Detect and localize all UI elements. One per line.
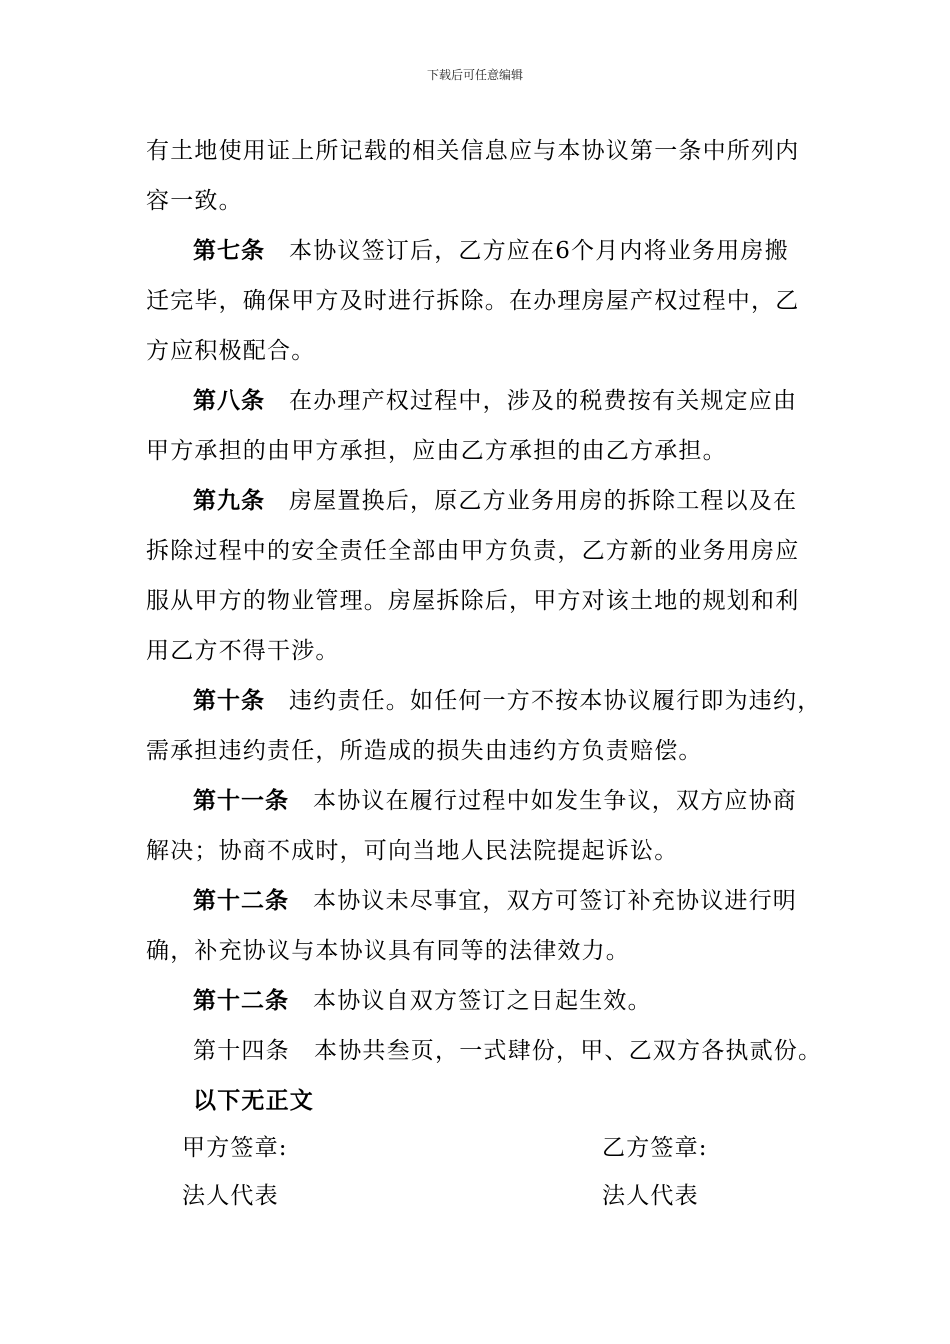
line-text: 本协议未尽事宜，双方可签订补充协议进行明 [313,888,797,914]
article-heading: 第九条 [193,487,265,514]
line-text: 确，补充协议与本协议具有同等的法律效力。 [146,938,630,964]
body-line [146,176,801,226]
line-text: 有土地使用证上所记载的相关信息应与本协议第一条中所列内 [146,138,800,164]
line-text: 甲方承担的由甲方承担，应由乙方承担的由乙方承担。 [146,438,727,464]
article-14-line [146,1026,823,1076]
article-10-line [146,676,822,726]
party-b-representative-label: 法人代表 [602,1183,699,1209]
party-b-seal-label: 乙方签章: [602,1135,708,1161]
body-line [146,276,801,326]
line-text: 第十四条 本协共叁页，一式肆份，甲、乙双方各执贰份。 [193,1038,823,1064]
seal-row [182,1128,742,1168]
article-heading: 第十二条 [193,887,289,914]
article-heading: 第十二条 [193,987,289,1014]
body-line [146,926,801,976]
line-text: 在办理产权过程中，涉及的税费按有关规定应由 [289,388,798,414]
body-line [146,626,801,676]
line-text: 本协议签订后，乙方应在6个月内将业务用房搬 [289,238,789,264]
party-a-representative-label: 法人代表 [182,1183,279,1209]
page-header: 下载后可任意编辑 [426,68,523,82]
line-text: 需承担违约责任，所造成的损失由违约方负责赔偿。 [146,738,703,764]
article-12-line [146,876,801,926]
article-11-line [146,776,801,826]
article-8-line [146,376,801,426]
body-line [146,426,801,476]
body-line [146,526,801,576]
body-line [146,726,801,776]
line-text: 房屋置换后，原乙方业务用房的拆除工程以及在 [289,488,798,514]
line-text: 拆除过程中的安全责任全部由甲方负责，乙方新的业务用房应 [146,538,800,564]
line-text: 方应积极配合。 [146,338,316,364]
article-heading: 第十一条 [193,787,289,814]
line-text: 用乙方不得干涉。 [146,638,340,664]
line-text: 违约责任。如任何一方不按本协议履行即为违约， [289,688,822,714]
body-line [146,576,801,626]
body-line [146,326,801,376]
article-heading: 第十条 [193,687,265,714]
end-of-text-line [146,1076,801,1126]
line-text: 迁完毕，确保甲方及时进行拆除。在办理房屋产权过程中，乙 [146,288,800,314]
body-line [146,126,801,176]
party-a-seal-label: 甲方签章: [182,1135,288,1161]
representative-row [182,1176,742,1216]
line-text: 本协议在履行过程中如发生争议，双方应协商 [313,788,797,814]
line-text: 本协议自双方签订之日起生效。 [313,988,652,1014]
end-of-text: 以下无正文 [193,1087,314,1114]
document-body [146,126,823,1126]
article-13-line [146,976,801,1026]
line-text: 解决；协商不成时，可向当地人民法院提起诉讼。 [146,838,679,864]
article-9-line [146,476,801,526]
article-heading: 第七条 [193,237,265,264]
article-heading: 第八条 [193,387,265,414]
article-7-line [146,226,801,276]
body-line [146,826,801,876]
line-text: 服从甲方的物业管理。房屋拆除后，甲方对该土地的规划和利 [146,588,800,614]
line-text: 容一致。 [146,188,243,214]
